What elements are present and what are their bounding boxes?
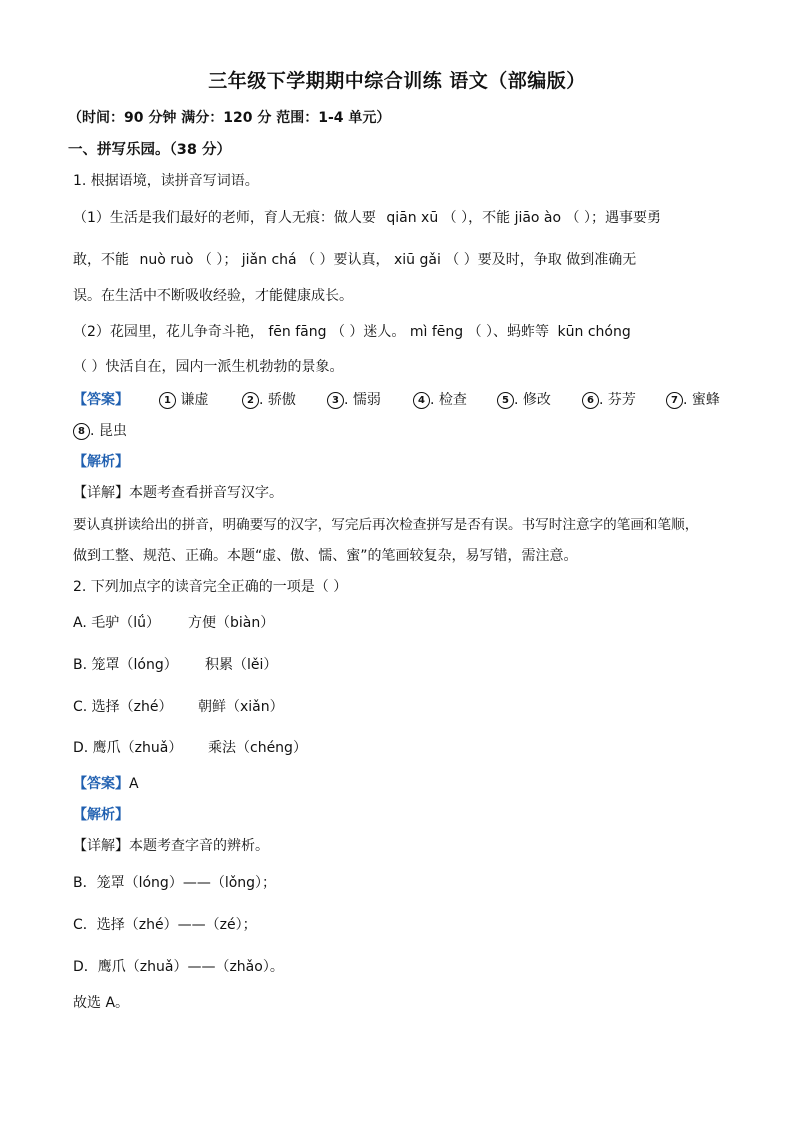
q1-p1-text-d: 敢，不能 — [73, 252, 129, 268]
answer-item: 8 . 昆虫 — [73, 421, 127, 441]
option-a-item2: 方便（biàn） — [188, 615, 275, 631]
option-b-item1: B. 笼罩（lóng） — [73, 657, 178, 673]
answer-item: 3 . 懦弱 — [327, 390, 381, 410]
q2-option-a — [73, 613, 275, 633]
q1-explanation-line1: 要认真拼读给出的拼音，明确要写的汉字，写完后再次检查拼写是否有误。书写时注意字的笔画和笔顺， — [73, 517, 699, 533]
answer-item: 4 . 检查 — [413, 390, 467, 410]
option-c-item1: C. 选择（zhé） — [73, 699, 173, 715]
q1-p2-line1 — [73, 322, 631, 342]
circled-number: 8 — [73, 423, 90, 440]
q2-detail: 【详解】本题考查字音的辨析。 — [73, 838, 269, 854]
q1-p1-line3: 误。在生活中不断吸收经验，才能健康成长。 — [73, 288, 353, 304]
q2-answer-label: 【答案】 — [73, 776, 129, 792]
answer-word: 懦弱 — [352, 392, 381, 408]
q1-analysis-label: 【解析】 — [73, 454, 129, 470]
q1-p1-line2 — [73, 250, 636, 270]
answer-blank: （ ）要认真， — [301, 252, 390, 268]
circled-number: 5 — [497, 392, 514, 409]
q1-p1-line1 — [73, 208, 661, 228]
answer-item: 7 . 蜜蜂 — [666, 390, 720, 410]
answer-word: 芬芳 — [607, 392, 636, 408]
q2-option-d — [73, 738, 307, 758]
q2-explain-c: C．选择（zhé）——（zé）； — [73, 917, 257, 933]
circled-number: 4 — [413, 392, 430, 409]
q2-option-c — [73, 697, 284, 717]
option-c-item2: 朝鲜（xiǎn） — [198, 699, 284, 715]
answer-blank: （ ）； — [197, 252, 238, 268]
q2-analysis-label: 【解析】 — [73, 807, 129, 823]
answer-item — [159, 390, 208, 410]
pinyin-fenfang: fēn fāng — [268, 324, 327, 340]
option-b-item2: 积累（lěi） — [205, 657, 278, 673]
page-title: 三年级下学期期中综合训练 语文（部编版） — [208, 70, 586, 92]
q2-option-b — [73, 655, 278, 675]
answer-word: 骄傲 — [267, 392, 296, 408]
q1-explanation-line2: 做到工整、规范、正确。本题“虚、傲、懦、蜜”的笔画较复杂，易写错，需注意。 — [73, 548, 578, 564]
answer-word: 检查 — [438, 392, 467, 408]
circled-number: 3 — [327, 392, 344, 409]
q2-explain-b: B．笼罩（lóng）——（lǒng）； — [73, 875, 277, 891]
answer-blank: （ ）；遇事要勇 — [565, 210, 661, 226]
pinyin-qianxu: qiān xū — [386, 210, 439, 226]
pinyin-jiaoao: jiāo ào — [514, 210, 562, 226]
answer-blank: （ ）迷人。 — [330, 324, 406, 340]
q2-answer — [73, 774, 139, 794]
option-d-item1: D. 鹰爪（zhuǎ） — [73, 740, 183, 756]
answer-blank: （ ）、蚂蚱等 — [467, 324, 550, 340]
pinyin-mifeng: mì fēng — [409, 324, 464, 340]
q2-explain-d: D．鹰爪（zhuǎ）——（zhǎo）。 — [73, 959, 284, 975]
answer-word: 蜜蜂 — [691, 392, 720, 408]
q1-p1-text-a: （1）生活是我们最好的老师，育人无痕：做人要 — [73, 210, 376, 226]
circled-number: 2 — [242, 392, 259, 409]
section-heading: 一、拼写乐园。（38 分） — [68, 142, 231, 158]
q1-answer-label: 【答案】 — [73, 392, 129, 408]
answer-word: 昆虫 — [98, 423, 127, 439]
q1-stem: 1. 根据语境，读拼音写词语。 — [73, 173, 259, 189]
answer-item: 5 . 修改 — [497, 390, 551, 410]
circled-number: 1 — [159, 392, 176, 409]
circled-number: 6 — [582, 392, 599, 409]
pinyin-jiancha: jiǎn chá — [241, 252, 297, 268]
q1-p2-text-a: （2）花园里，花儿争奇斗艳， — [73, 324, 264, 340]
pinyin-xiugai: xiū gǎi — [393, 252, 441, 268]
answer-item: 2 . 骄傲 — [242, 390, 296, 410]
q2-stem: 2. 下列加点字的读音完全正确的一项是（ ） — [73, 579, 348, 595]
answer-blank: （ ）要及时，争取 做到准确无 — [445, 252, 637, 268]
answer-blank: （ ），不能 — [442, 210, 511, 226]
q2-conclusion: 故选 A。 — [73, 995, 130, 1011]
q1-detail: 【详解】本题考查看拼音写汉字。 — [73, 485, 283, 501]
answer-word: 修改 — [522, 392, 551, 408]
circled-number: 7 — [666, 392, 683, 409]
pinyin-kunchong: kūn chóng — [557, 324, 631, 340]
q1-p2-line2: （ ）快活自在，园内一派生机勃勃的景象。 — [73, 359, 344, 375]
exam-info: （时间：90 分钟 满分：120 分 范围：1-4 单元） — [68, 110, 391, 126]
option-d-item2: 乘法（chéng） — [208, 740, 307, 756]
option-a-item1: A. 毛驴（lǘ） — [73, 615, 160, 631]
answer-item: 6 . 芬芳 — [582, 390, 636, 410]
q2-answer-value: A — [129, 776, 139, 792]
answer-word: 谦虚 — [180, 392, 209, 408]
pinyin-nuoruo: nuò ruò — [139, 252, 194, 268]
